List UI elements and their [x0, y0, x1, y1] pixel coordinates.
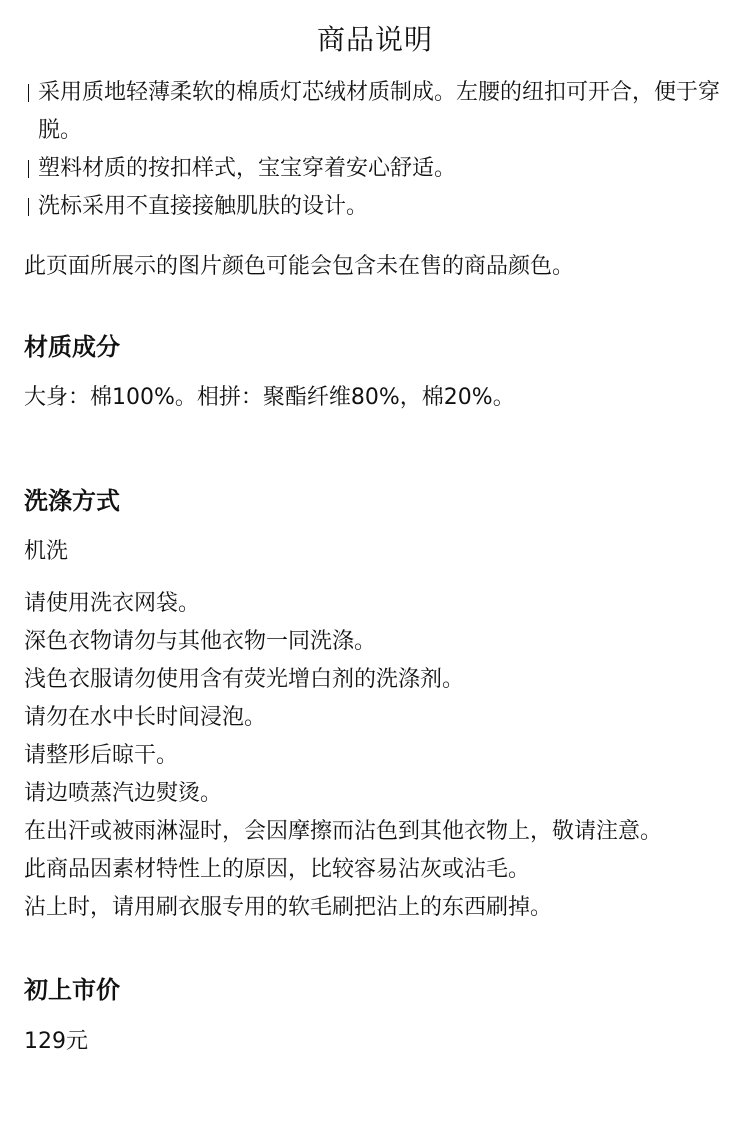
washing-note: 请整形后晾干。	[24, 743, 179, 768]
washing-heading: 洗涤方式	[24, 487, 120, 515]
price-text: 129元	[24, 1029, 88, 1054]
washing-note: 请边喷蒸汽边熨烫。	[24, 781, 223, 806]
washing-note: 浅色衣服请勿使用含有荧光增白剂的洗涤剂。	[24, 667, 465, 692]
washing-note: 沾上时，请用刷衣服专用的软毛刷把沾上的东西刷掉。	[24, 895, 553, 920]
feature-item: 采用质地轻薄柔软的棉质灯芯绒材质制成。左腰的纽扣可开合，便于穿脱。	[24, 74, 726, 150]
feature-list	[24, 74, 726, 226]
washing-method: 机洗	[24, 539, 69, 564]
material-heading: 材质成分	[24, 333, 120, 361]
washing-note: 在出汗或被雨淋湿时，会因摩擦而沾色到其他衣物上，敬请注意。	[24, 819, 663, 844]
washing-note: 请使用洗衣网袋。	[24, 591, 201, 616]
washing-note: 此商品因素材特性上的原因，比较容易沾灰或沾毛。	[24, 857, 531, 882]
material-text: 大身：棉100%。相拼：聚酯纤维80%，棉20%。	[24, 385, 515, 410]
feature-item: 洗标采用不直接接触肌肤的设计。	[24, 188, 726, 226]
page-title: 商品说明	[316, 23, 433, 56]
color-notice: 此页面所展示的图片颜色可能会包含未在售的商品颜色。	[24, 254, 575, 279]
washing-note: 深色衣物请勿与其他衣物一同洗涤。	[24, 629, 377, 654]
price-heading: 初上市价	[24, 976, 120, 1004]
washing-note: 请勿在水中长时间浸泡。	[24, 705, 267, 730]
feature-item: 塑料材质的按扣样式，宝宝穿着安心舒适。	[24, 150, 726, 188]
washing-notes	[24, 585, 726, 927]
